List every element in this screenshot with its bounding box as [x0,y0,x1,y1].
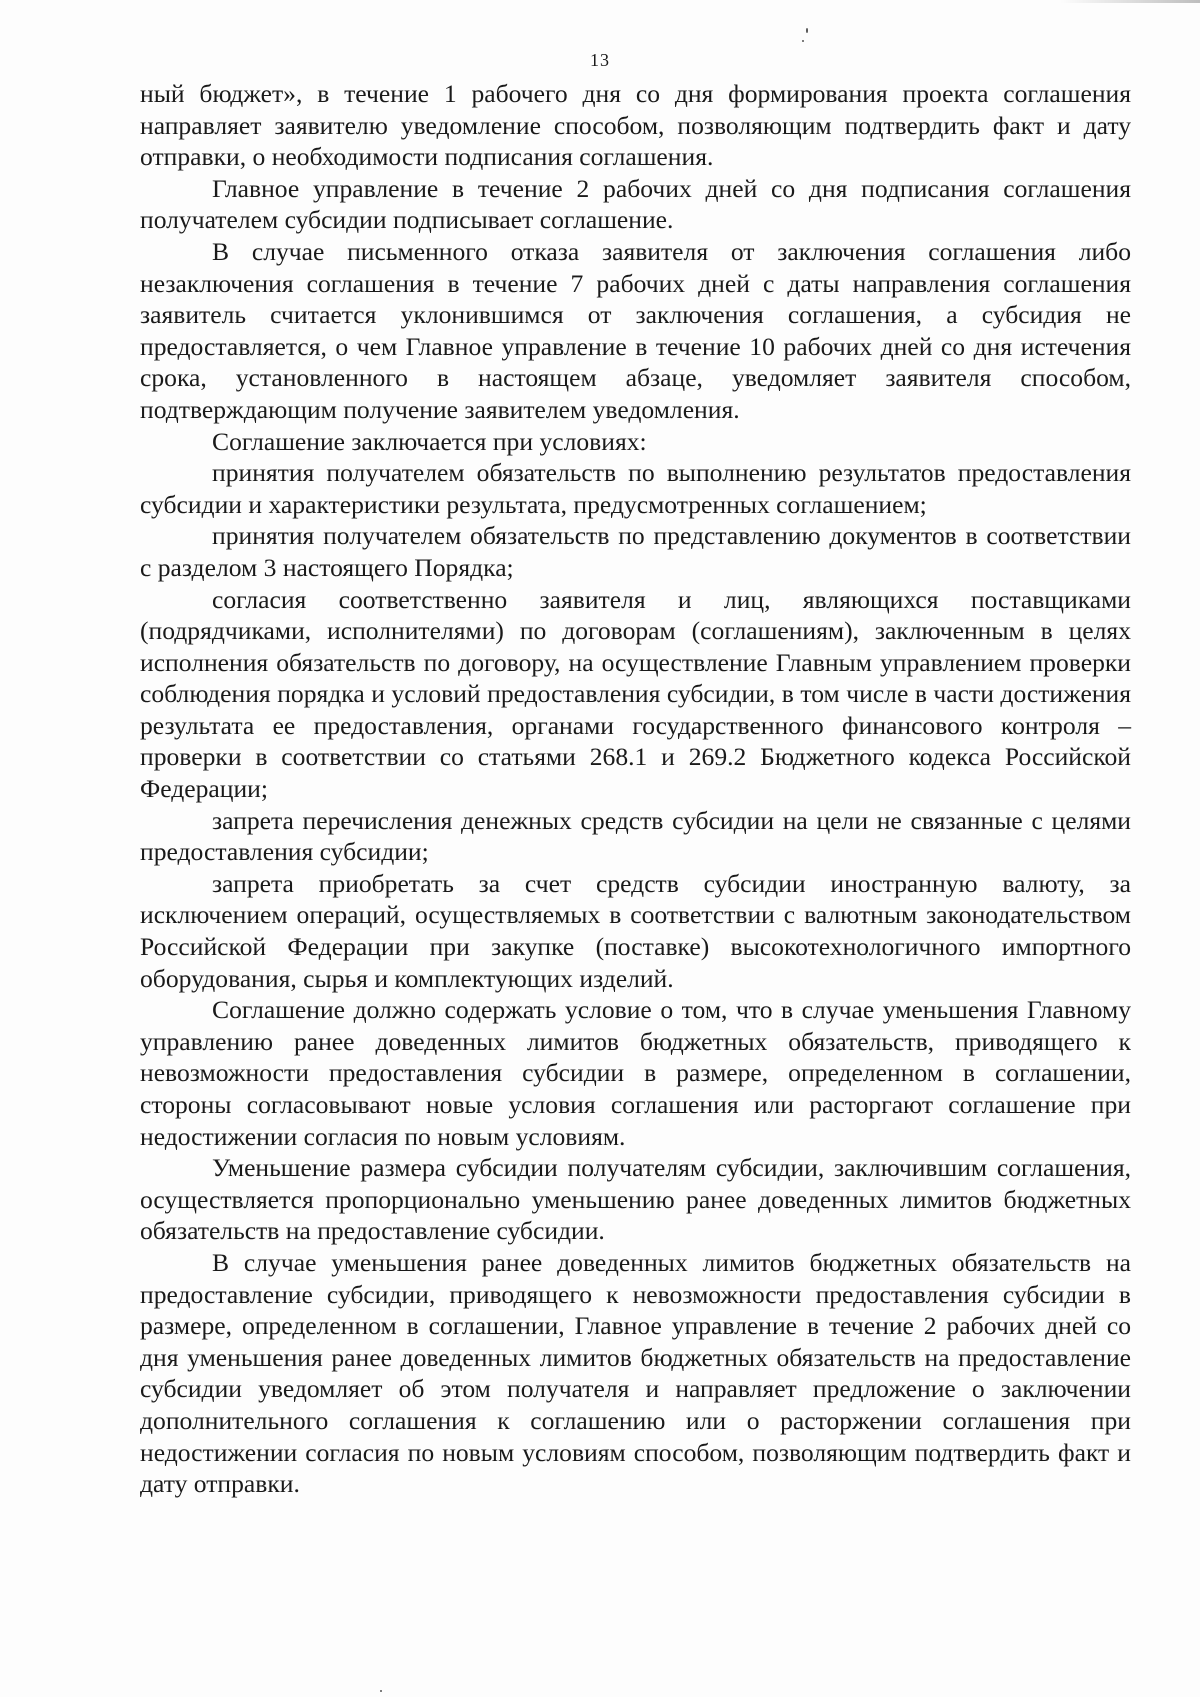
page-number: 13 [590,50,610,70]
scan-speck [380,1690,382,1692]
paragraph: В случае уменьшения ранее доведенных лимитов бюджетных обязательств на предоставление субсидии, приводящего к невозможности предоставления субсидии в размере, определенном в соглашении, Главное управление в течение 2 рабочих дней со дня уменьшения ранее доведенных лимитов бюджетных обязательств на предоставление субсидии уведомляет об этом получателя и направляет предложение о заключении дополнительного соглашения к соглашению или о расторжении соглашения при недостижении согласия по новым условиям способом, позволяющим подтвердить факт и дату отправки. [140,1247,1131,1499]
paragraph: принятия получателем обязательств по выполнению результатов предоставления субсидии и характеристики результата, предусмотренных соглашением; [140,458,1131,519]
scan-edge-shadow [1060,0,1200,3]
document-body [140,78,1131,1500]
paragraph: Соглашение заключается при условиях: [212,426,647,456]
paragraph: принятия получателем обязательств по представлению документов в соответствии с разделом 3 настоящего Порядка; [140,521,1131,582]
paragraph: запрета перечисления денежных средств субсидии на цели не связанные с целями предоставления субсидии; [140,805,1131,867]
scan-speck [802,40,804,42]
paragraph: согласия соответственно заявителя и лиц, являющихся поставщиками (подрядчиками, исполнителями) по договорам (соглашениям), заключенным в целях исполнения обязательств по договору, на осуществление Главным управлением проверки соблюдения порядка и условий предоставления субсидии, в том числе в части достижения результата ее предоставления, органами государственного финансового контроля – проверки в соответствии со статьями 268.1 и 269.2 Бюджетного кодекса Российской Федерации; [140,584,1131,804]
paragraph: Соглашение должно содержать условие о том, что в случае уменьшения Главному управлению ранее доведенных лимитов бюджетных обязательств, приводящего к невозможности предоставления субсидии в размере, определенном в соглашении, стороны согласовывают новые условия соглашения или расторгают соглашение при недостижении согласия по новым условиям. [140,995,1131,1151]
scan-speck [806,28,808,33]
paragraph: ный бюджет», в течение 1 рабочего дня со дня формирования проекта соглашения направляет заявителю уведомление способом, позволяющим подтвердить факт и дату отправки, о необходимости подписания соглашения. [140,79,1131,172]
paragraph: Главное управление в течение 2 рабочих дней со дня подписания соглашения получателем субсидии подписывает соглашение. [140,173,1131,235]
paragraph: запрета приобретать за счет средств субсидии иностранную валюту, за исключением операций, осуществляемых в соответствии с валютным законодательством Российской Федерации при закупке (поставке) высокотехнологичного импортного оборудования, сырья и комплектующих изделий. [140,868,1131,993]
paragraph: Уменьшение размера субсидии получателям субсидии, заключившим соглашения, осуществляется пропорционально уменьшению ранее доведенных лимитов бюджетных обязательств на предоставление субсидии. [140,1153,1131,1246]
paragraph: В случае письменного отказа заявителя от заключения соглашения либо незаключения соглашения в течение 7 рабочих дней с даты направления соглашения заявитель считается уклонившимся от заключения соглашения, а субсидия не предоставляется, о чем Главное управление в течение 10 рабочих дней со дня истечения срока, установленного в настоящем абзаце, уведомляет заявителя способом, подтверждающим получение заявителем уведомления. [140,236,1131,424]
